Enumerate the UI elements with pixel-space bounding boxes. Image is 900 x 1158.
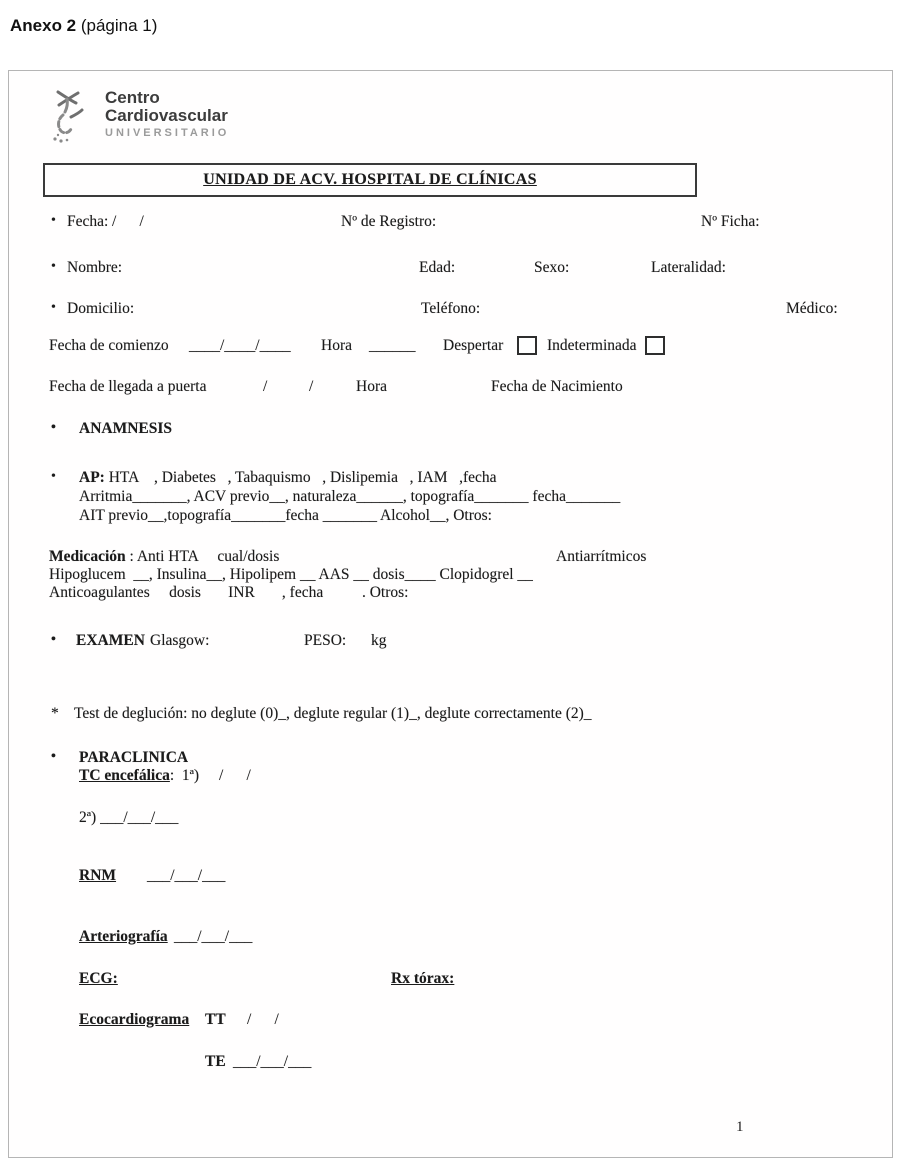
anamnesis-heading: ANAMNESIS [79,420,173,437]
row-ecg-rx [9,970,892,990]
logo-icon [51,89,97,147]
rnm-blanks: ___/___/___ [147,867,226,884]
ap-line1-rest: HTA , Diabetes , Tabaquismo , Dislipemia , IAM ,fecha [104,469,497,486]
llegada-label: Fecha de llegada a puerta [49,378,207,395]
tc-second-text: 2ª) ___/___/___ [79,809,179,826]
comienzo-date-blanks: ____/____/____ [189,337,291,354]
row-tc-second [9,809,892,829]
llegada-slash2: / [309,378,314,395]
tt-label: TT [205,1011,226,1028]
indeterminada-label: Indeterminada [547,337,637,354]
despertar-checkbox [517,336,537,355]
medicacion-text1 [49,548,279,566]
tc-label: TC encefálica [79,767,170,784]
ficha-label: Nº Ficha: [701,213,760,230]
row-comienzo [9,337,892,357]
medicacion-line1-rest: : Anti HTA cual/dosis [125,548,280,565]
medicacion-line3 [9,584,892,604]
bullet-icon: • [51,469,56,484]
row-llegada [9,378,892,398]
logo-name-line2: Cardiovascular [105,106,228,125]
nacimiento-label: Fecha de Nacimiento [491,378,623,395]
arteriografia-blanks: ___/___/___ [174,928,253,945]
ecocardiograma-label: Ecocardiograma [79,1011,190,1028]
deglucion-text: Test de deglución: no deglute (0)_, deglute regular (1)_, deglute correctamente (2)_ [74,705,592,722]
paraclinica-heading: PARACLINICA [79,749,189,766]
te-label: TE [205,1053,226,1070]
peso-label: PESO: [304,632,347,649]
telefono-label: Teléfono: [421,300,481,317]
sexo-label: Sexo: [534,259,570,276]
tt-slashes: / / [247,1011,279,1028]
page-number: 1 [736,1119,744,1135]
section-anamnesis [9,420,892,440]
logo [51,89,229,147]
ap-label: AP: [79,469,105,486]
rnm-label: RNM [79,867,117,884]
bullet-icon: • [51,259,56,274]
ap-line1 [9,469,892,489]
ap-line2 [9,488,892,508]
tc-slashes: / / [219,767,251,784]
row-rnm [9,867,892,887]
hora-label: Hora [321,337,352,354]
bullet-icon: • [51,749,56,764]
medicacion-text3: Anticoagulantes dosis INR , fecha . Otros: [49,584,409,601]
medicacion-line1 [9,548,892,568]
ap-text2: Arritmia_______, ACV previo__, naturaleza______, topografía_______ fecha_______ [79,488,621,505]
annex-caption-bold: Anexo 2 [10,16,77,35]
medicacion-line2 [9,566,892,586]
ap-text3: AIT previo__,topografía_______fecha _______ Alcohol__, Otros: [79,507,492,524]
row-fecha [9,213,892,233]
glasgow-label: Glasgow: [150,632,210,649]
logo-text [105,89,229,139]
bullet-icon: • [51,632,56,647]
domicilio-label: Domicilio: [67,300,135,317]
kg-label: kg [371,632,387,649]
arteriografia-label: Arteriografía [79,928,168,945]
form-title-box [43,163,697,197]
asterisk-icon: * [51,705,59,722]
rx-torax-label: Rx tórax: [391,970,455,987]
medicacion-label: Medicación [49,548,126,565]
indeterminada-checkbox [645,336,665,355]
fecha-slashes: / / [112,213,144,230]
comienzo-label: Fecha de comienzo [49,337,169,354]
row-eco-tt [9,1011,892,1031]
hora-blank: ______ [369,337,416,354]
row-nombre [9,259,892,279]
row-eco-te [9,1053,892,1073]
bullet-icon: • [51,420,56,435]
despertar-label: Despertar [443,337,504,354]
section-examen [9,632,892,652]
registro-label: Nº de Registro: [341,213,437,230]
lateralidad-label: Lateralidad: [651,259,726,276]
ecg-label: ECG: [79,970,118,987]
medicacion-text2: Hipoglucem __, Insulina__, Hipolipem __ AAS __ dosis____ Clopidogrel __ [49,566,533,583]
row-arteriografia [9,928,892,948]
edad-label: Edad: [419,259,456,276]
tc-text [79,767,199,785]
examen-heading: EXAMEN [76,632,145,649]
te-blanks: ___/___/___ [233,1053,312,1070]
ap-text1 [79,469,497,487]
fecha-label: Fecha: [67,213,109,230]
row-deglucion [9,705,892,725]
section-paraclinica [9,749,892,769]
bullet-icon: • [51,213,56,228]
logo-name-line1: Centro [105,88,160,107]
logo-subtitle: UNIVERSITARIO [105,127,230,139]
annex-caption-note: (página 1) [76,16,158,35]
form-title: UNIDAD DE ACV. HOSPITAL DE CLÍNICAS [203,171,537,188]
tc-rest: : 1ª) [169,767,200,784]
llegada-hora-label: Hora [356,378,387,395]
annex-caption [10,16,157,36]
nombre-label: Nombre: [67,259,123,276]
antiarritmicos-label: Antiarrítmicos [556,548,647,565]
row-domicilio [9,300,892,320]
medico-label: Médico: [786,300,838,317]
llegada-slash1: / [263,378,268,395]
scanned-form [8,70,893,1158]
row-tc [9,767,892,787]
ap-line3 [9,507,892,527]
bullet-icon: • [51,300,56,315]
